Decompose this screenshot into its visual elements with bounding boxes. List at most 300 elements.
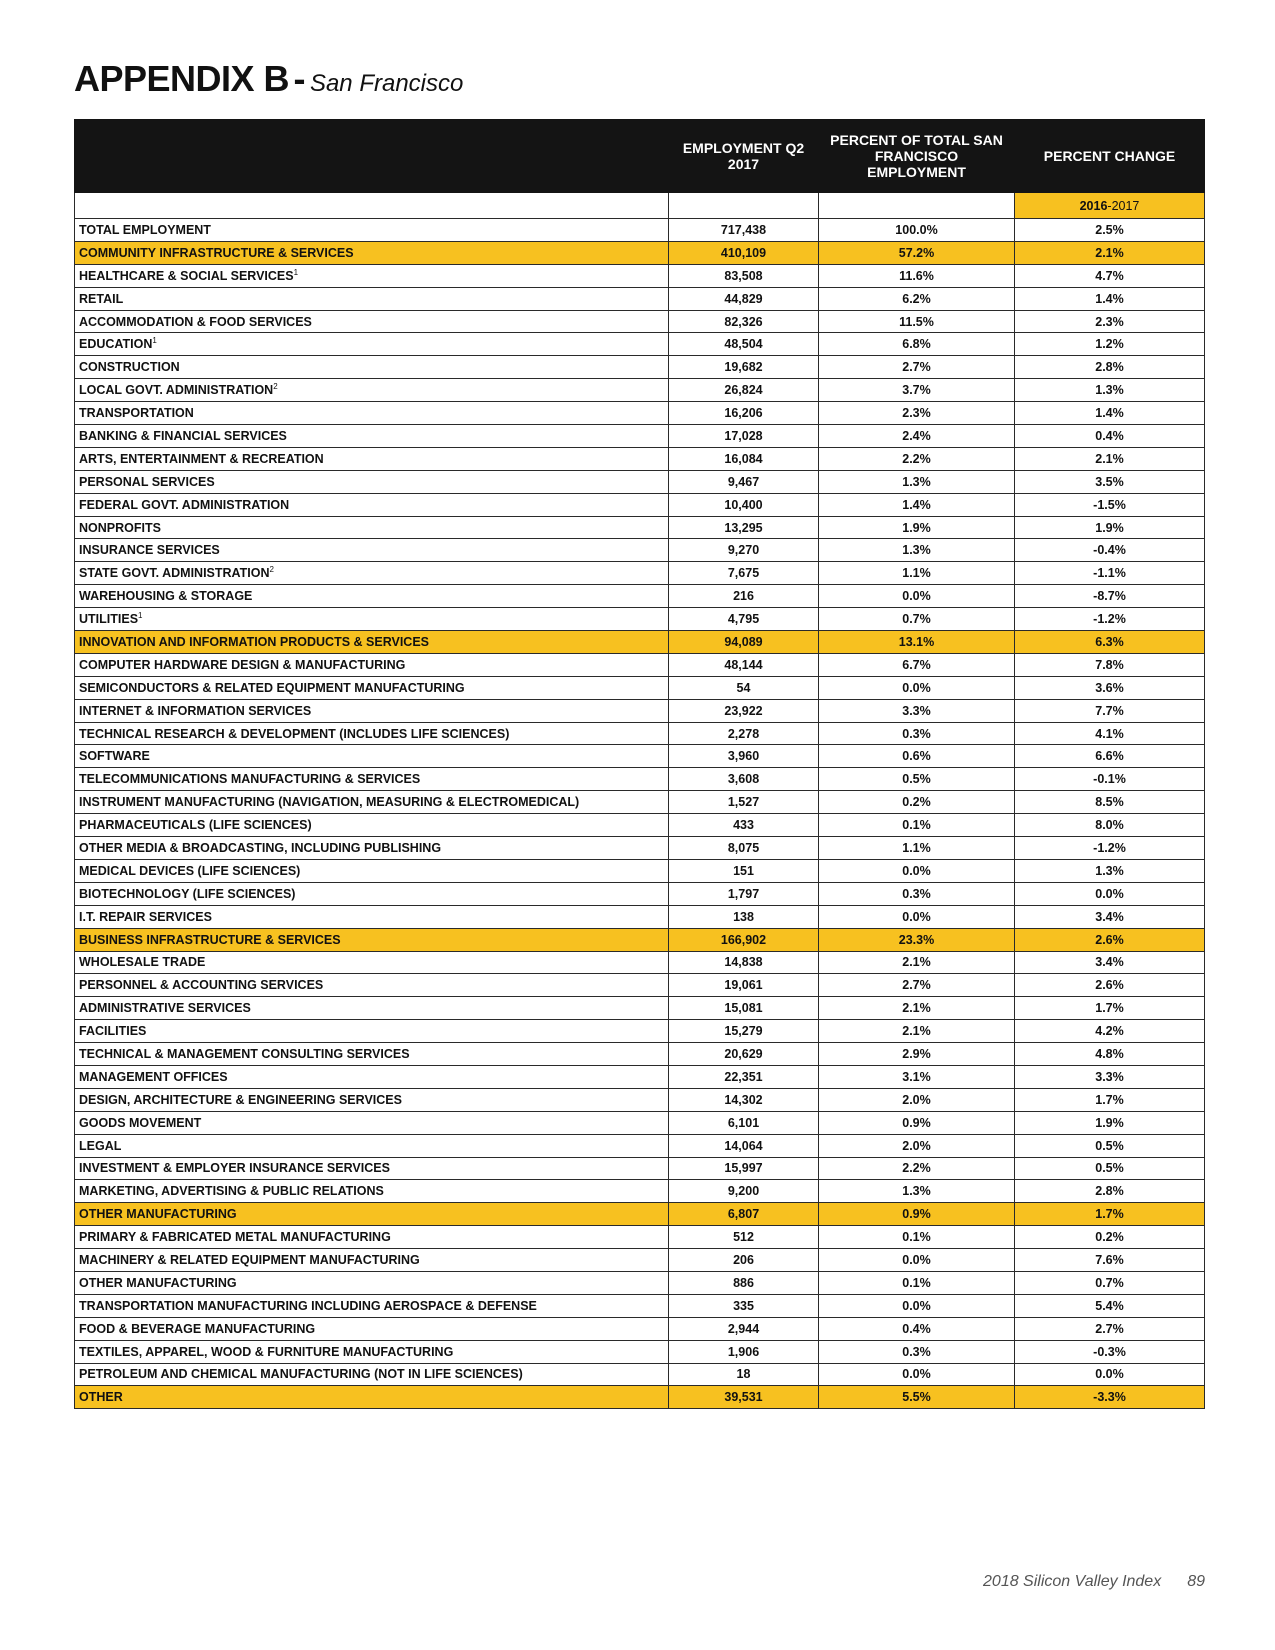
employment-value: 23,922 bbox=[669, 699, 819, 722]
table-row bbox=[75, 837, 1205, 860]
row-label: EDUCATION bbox=[79, 337, 153, 352]
employment-value: 433 bbox=[669, 814, 819, 837]
percent-change-value: 1.7% bbox=[1015, 1203, 1205, 1226]
percent-total-value: 6.8% bbox=[819, 333, 1015, 356]
percent-change-value: -0.1% bbox=[1015, 768, 1205, 791]
table-row bbox=[75, 516, 1205, 539]
percent-change-value: 4.8% bbox=[1015, 1043, 1205, 1066]
percent-total-value: 0.0% bbox=[819, 1363, 1015, 1386]
employment-value: 717,438 bbox=[669, 219, 819, 242]
header-industry bbox=[75, 120, 669, 193]
row-label-cell bbox=[75, 699, 669, 722]
percent-change-value: -0.4% bbox=[1015, 539, 1205, 562]
table-row bbox=[75, 1363, 1205, 1386]
percent-total-value: 5.5% bbox=[819, 1386, 1015, 1409]
percent-total-value: 1.3% bbox=[819, 470, 1015, 493]
table-row bbox=[75, 447, 1205, 470]
percent-change-value: 1.7% bbox=[1015, 1088, 1205, 1111]
row-label-cell bbox=[75, 974, 669, 997]
table-category-row bbox=[75, 241, 1205, 264]
year-start: 2016 bbox=[1079, 198, 1108, 213]
row-label: TECHNICAL RESEARCH & DEVELOPMENT (INCLUDES LIFE SCIENCES) bbox=[79, 726, 510, 741]
table-row bbox=[75, 1157, 1205, 1180]
employment-value: 2,278 bbox=[669, 722, 819, 745]
table-row bbox=[75, 1065, 1205, 1088]
table-category-row bbox=[75, 631, 1205, 654]
row-label: BUSINESS INFRASTRUCTURE & SERVICES bbox=[79, 932, 341, 947]
row-label: PERSONAL SERVICES bbox=[79, 474, 215, 489]
table-category-row bbox=[75, 928, 1205, 951]
row-label-cell bbox=[75, 1317, 669, 1340]
employment-value: 48,144 bbox=[669, 653, 819, 676]
percent-total-value: 11.6% bbox=[819, 264, 1015, 287]
row-label: DESIGN, ARCHITECTURE & ENGINEERING SERVICES bbox=[79, 1092, 402, 1107]
table-row bbox=[75, 676, 1205, 699]
header-employment: EMPLOYMENT Q2 2017 bbox=[669, 120, 819, 193]
row-label: INTERNET & INFORMATION SERVICES bbox=[79, 703, 312, 718]
employment-value: 17,028 bbox=[669, 425, 819, 448]
row-label-cell bbox=[75, 814, 669, 837]
row-label: OTHER MANUFACTURING bbox=[79, 1207, 237, 1222]
row-label: TRANSPORTATION bbox=[79, 406, 194, 421]
row-label: COMPUTER HARDWARE DESIGN & MANUFACTURING bbox=[79, 657, 406, 672]
employment-value: 166,902 bbox=[669, 928, 819, 951]
percent-total-value: 2.0% bbox=[819, 1134, 1015, 1157]
percent-change-value: 1.3% bbox=[1015, 859, 1205, 882]
percent-total-value: 1.1% bbox=[819, 562, 1015, 585]
table-row bbox=[75, 974, 1205, 997]
table-row bbox=[75, 219, 1205, 242]
employment-value: 206 bbox=[669, 1249, 819, 1272]
row-label: PETROLEUM AND CHEMICAL MANUFACTURING (NOT IN LIFE SCIENCES) bbox=[79, 1367, 523, 1382]
percent-total-value: 0.4% bbox=[819, 1317, 1015, 1340]
table-row bbox=[75, 1226, 1205, 1249]
table-row bbox=[75, 264, 1205, 287]
table-row bbox=[75, 1180, 1205, 1203]
percent-change-value: 3.4% bbox=[1015, 905, 1205, 928]
table-row bbox=[75, 699, 1205, 722]
percent-total-value: 0.5% bbox=[819, 768, 1015, 791]
employment-value: 512 bbox=[669, 1226, 819, 1249]
row-label-cell bbox=[75, 1271, 669, 1294]
table-row bbox=[75, 859, 1205, 882]
row-label: LOCAL GOVT. ADMINISTRATION bbox=[79, 383, 274, 398]
percent-change-value: 2.7% bbox=[1015, 1317, 1205, 1340]
row-label-cell bbox=[75, 608, 669, 631]
row-label-cell bbox=[75, 1226, 669, 1249]
employment-value: 216 bbox=[669, 585, 819, 608]
table-row bbox=[75, 768, 1205, 791]
percent-change-value: -1.1% bbox=[1015, 562, 1205, 585]
table-row bbox=[75, 470, 1205, 493]
row-label: TOTAL EMPLOYMENT bbox=[79, 222, 211, 237]
percent-total-value: 1.3% bbox=[819, 539, 1015, 562]
table-row bbox=[75, 1249, 1205, 1272]
table-row bbox=[75, 997, 1205, 1020]
employment-value: 410,109 bbox=[669, 241, 819, 264]
row-label-cell bbox=[75, 562, 669, 585]
footnote-marker: 2 bbox=[273, 382, 278, 392]
percent-change-value: -8.7% bbox=[1015, 585, 1205, 608]
percent-total-value: 3.7% bbox=[819, 379, 1015, 402]
employment-value: 3,608 bbox=[669, 768, 819, 791]
percent-total-value: 2.2% bbox=[819, 1157, 1015, 1180]
employment-value: 1,906 bbox=[669, 1340, 819, 1363]
percent-total-value: 0.0% bbox=[819, 859, 1015, 882]
table-row bbox=[75, 882, 1205, 905]
percent-change-value: 1.3% bbox=[1015, 379, 1205, 402]
employment-value: 16,084 bbox=[669, 447, 819, 470]
row-label: INSTRUMENT MANUFACTURING (NAVIGATION, MEASURING & ELECTROMEDICAL) bbox=[79, 795, 580, 810]
row-label: WHOLESALE TRADE bbox=[79, 955, 206, 970]
employment-value: 15,279 bbox=[669, 1020, 819, 1043]
percent-total-value: 0.7% bbox=[819, 608, 1015, 631]
employment-value: 44,829 bbox=[669, 287, 819, 310]
employment-value: 3,960 bbox=[669, 745, 819, 768]
percent-change-value: -1.2% bbox=[1015, 608, 1205, 631]
table-row bbox=[75, 653, 1205, 676]
percent-total-value: 6.2% bbox=[819, 287, 1015, 310]
employment-value: 6,101 bbox=[669, 1111, 819, 1134]
row-label-cell bbox=[75, 631, 669, 654]
row-label: ADMINISTRATIVE SERVICES bbox=[79, 1001, 251, 1016]
employment-value: 14,838 bbox=[669, 951, 819, 974]
row-label: TELECOMMUNICATIONS MANUFACTURING & SERVICES bbox=[79, 772, 421, 787]
percent-change-value: 5.4% bbox=[1015, 1294, 1205, 1317]
row-label-cell bbox=[75, 768, 669, 791]
table-row bbox=[75, 1317, 1205, 1340]
row-label: CONSTRUCTION bbox=[79, 360, 180, 375]
employment-value: 54 bbox=[669, 676, 819, 699]
percent-change-value: 0.5% bbox=[1015, 1134, 1205, 1157]
percent-change-value: 2.1% bbox=[1015, 447, 1205, 470]
row-label-cell bbox=[75, 997, 669, 1020]
row-label: I.T. REPAIR SERVICES bbox=[79, 909, 212, 924]
row-label-cell bbox=[75, 516, 669, 539]
row-label-cell bbox=[75, 882, 669, 905]
row-label-cell bbox=[75, 356, 669, 379]
page-number: 89 bbox=[1187, 1573, 1205, 1590]
row-label-cell bbox=[75, 722, 669, 745]
percent-change-value: 1.2% bbox=[1015, 333, 1205, 356]
row-label-cell bbox=[75, 402, 669, 425]
percent-total-value: 1.9% bbox=[819, 516, 1015, 539]
employment-value: 19,682 bbox=[669, 356, 819, 379]
percent-total-value: 0.9% bbox=[819, 1203, 1015, 1226]
table-row bbox=[75, 722, 1205, 745]
percent-change-value: 6.3% bbox=[1015, 631, 1205, 654]
percent-total-value: 3.3% bbox=[819, 699, 1015, 722]
table-row bbox=[75, 356, 1205, 379]
employment-value: 6,807 bbox=[669, 1203, 819, 1226]
year-row-empty-3 bbox=[819, 193, 1015, 219]
row-label: INNOVATION AND INFORMATION PRODUCTS & SERVICES bbox=[79, 634, 430, 649]
table-row bbox=[75, 310, 1205, 333]
percent-total-value: 2.1% bbox=[819, 951, 1015, 974]
row-label-cell bbox=[75, 493, 669, 516]
row-label-cell bbox=[75, 1294, 669, 1317]
employment-value: 82,326 bbox=[669, 310, 819, 333]
row-label: WAREHOUSING & STORAGE bbox=[79, 589, 253, 604]
row-label: LEGAL bbox=[79, 1138, 122, 1153]
table-header-row bbox=[75, 120, 1205, 193]
percent-total-value: 1.3% bbox=[819, 1180, 1015, 1203]
row-label-cell bbox=[75, 1340, 669, 1363]
employment-value: 138 bbox=[669, 905, 819, 928]
row-label-cell bbox=[75, 241, 669, 264]
percent-total-value: 2.0% bbox=[819, 1088, 1015, 1111]
employment-value: 886 bbox=[669, 1271, 819, 1294]
row-label-cell bbox=[75, 264, 669, 287]
row-label-cell bbox=[75, 1020, 669, 1043]
row-label: TECHNICAL & MANAGEMENT CONSULTING SERVICES bbox=[79, 1047, 410, 1061]
table-row bbox=[75, 905, 1205, 928]
percent-total-value: 2.1% bbox=[819, 997, 1015, 1020]
row-label: FACILITIES bbox=[79, 1024, 147, 1039]
percent-total-value: 0.9% bbox=[819, 1111, 1015, 1134]
percent-total-value: 0.0% bbox=[819, 1249, 1015, 1272]
percent-change-value: 2.8% bbox=[1015, 356, 1205, 379]
row-label-cell bbox=[75, 1203, 669, 1226]
percent-change-value: 7.8% bbox=[1015, 653, 1205, 676]
percent-total-value: 0.1% bbox=[819, 1226, 1015, 1249]
row-label-cell bbox=[75, 928, 669, 951]
table-row bbox=[75, 1294, 1205, 1317]
row-label-cell bbox=[75, 837, 669, 860]
table-row bbox=[75, 608, 1205, 631]
header-percent-change: PERCENT CHANGE bbox=[1015, 120, 1205, 193]
percent-change-value: 7.6% bbox=[1015, 1249, 1205, 1272]
row-label: UTILITIES bbox=[79, 612, 139, 627]
table-row bbox=[75, 1340, 1205, 1363]
percent-change-value: 0.5% bbox=[1015, 1157, 1205, 1180]
percent-total-value: 0.0% bbox=[819, 1294, 1015, 1317]
row-label-cell bbox=[75, 539, 669, 562]
row-label: FEDERAL GOVT. ADMINISTRATION bbox=[79, 497, 290, 512]
footnote-marker: 2 bbox=[269, 565, 274, 575]
percent-change-value: 1.7% bbox=[1015, 997, 1205, 1020]
row-label: INSURANCE SERVICES bbox=[79, 543, 220, 558]
percent-change-value: 4.7% bbox=[1015, 264, 1205, 287]
employment-value: 22,351 bbox=[669, 1065, 819, 1088]
table-category-row bbox=[75, 1386, 1205, 1409]
row-label-cell bbox=[75, 1249, 669, 1272]
table-row bbox=[75, 562, 1205, 585]
table-row bbox=[75, 745, 1205, 768]
percent-total-value: 100.0% bbox=[819, 219, 1015, 242]
row-label: TEXTILES, APPAREL, WOOD & FURNITURE MANUFACTURING bbox=[79, 1344, 454, 1359]
row-label-cell bbox=[75, 653, 669, 676]
employment-value: 335 bbox=[669, 1294, 819, 1317]
percent-change-value: 1.4% bbox=[1015, 402, 1205, 425]
employment-value: 2,944 bbox=[669, 1317, 819, 1340]
percent-total-value: 0.1% bbox=[819, 1271, 1015, 1294]
employment-value: 39,531 bbox=[669, 1386, 819, 1409]
row-label-cell bbox=[75, 1157, 669, 1180]
percent-change-value: -1.5% bbox=[1015, 493, 1205, 516]
employment-value: 14,064 bbox=[669, 1134, 819, 1157]
employment-value: 1,527 bbox=[669, 791, 819, 814]
table-row bbox=[75, 585, 1205, 608]
row-label: TRANSPORTATION MANUFACTURING INCLUDING AEROSPACE & DEFENSE bbox=[79, 1298, 537, 1313]
table-row bbox=[75, 333, 1205, 356]
row-label-cell bbox=[75, 951, 669, 974]
percent-change-value: 0.4% bbox=[1015, 425, 1205, 448]
percent-total-value: 6.7% bbox=[819, 653, 1015, 676]
employment-value: 1,797 bbox=[669, 882, 819, 905]
percent-total-value: 13.1% bbox=[819, 631, 1015, 654]
percent-change-value: 2.6% bbox=[1015, 974, 1205, 997]
footnote-marker: 1 bbox=[293, 267, 299, 277]
row-label: ARTS, ENTERTAINMENT & RECREATION bbox=[79, 451, 324, 466]
row-label: INVESTMENT & EMPLOYER INSURANCE SERVICES bbox=[79, 1161, 390, 1176]
percent-total-value: 0.3% bbox=[819, 882, 1015, 905]
percent-change-value: 1.9% bbox=[1015, 1111, 1205, 1134]
table-row bbox=[75, 1088, 1205, 1111]
row-label-cell bbox=[75, 310, 669, 333]
percent-total-value: 2.2% bbox=[819, 447, 1015, 470]
table-row bbox=[75, 287, 1205, 310]
year-row-empty-2 bbox=[669, 193, 819, 219]
row-label-cell bbox=[75, 1134, 669, 1157]
percent-total-value: 0.0% bbox=[819, 585, 1015, 608]
percent-change-value: 2.1% bbox=[1015, 241, 1205, 264]
row-label: BANKING & FINANCIAL SERVICES bbox=[79, 428, 287, 443]
row-label: SOFTWARE bbox=[79, 749, 150, 764]
row-label-cell bbox=[75, 1043, 669, 1066]
percent-change-value: 6.6% bbox=[1015, 745, 1205, 768]
footer-publication: 2018 Silicon Valley Index bbox=[983, 1573, 1162, 1590]
row-label: MARKETING, ADVERTISING & PUBLIC RELATIONS bbox=[79, 1184, 384, 1199]
percent-change-value: 0.2% bbox=[1015, 1226, 1205, 1249]
employment-value: 15,997 bbox=[669, 1157, 819, 1180]
employment-value: 10,400 bbox=[669, 493, 819, 516]
percent-total-value: 11.5% bbox=[819, 310, 1015, 333]
row-label: COMMUNITY INFRASTRUCTURE & SERVICES bbox=[79, 245, 354, 260]
employment-value: 9,200 bbox=[669, 1180, 819, 1203]
percent-total-value: 2.9% bbox=[819, 1043, 1015, 1066]
title-main: APPENDIX B bbox=[74, 58, 290, 99]
percent-change-value: 4.1% bbox=[1015, 722, 1205, 745]
row-label: HEALTHCARE & SOCIAL SERVICES bbox=[79, 268, 294, 283]
row-label: FOOD & BEVERAGE MANUFACTURING bbox=[79, 1321, 316, 1336]
row-label-cell bbox=[75, 1363, 669, 1386]
percent-total-value: 1.4% bbox=[819, 493, 1015, 516]
percent-total-value: 1.1% bbox=[819, 837, 1015, 860]
row-label-cell bbox=[75, 447, 669, 470]
row-label-cell bbox=[75, 379, 669, 402]
percent-total-value: 57.2% bbox=[819, 241, 1015, 264]
percent-change-value: 0.7% bbox=[1015, 1271, 1205, 1294]
table-row bbox=[75, 1271, 1205, 1294]
percent-total-value: 2.7% bbox=[819, 356, 1015, 379]
employment-value: 9,467 bbox=[669, 470, 819, 493]
percent-change-value: 1.4% bbox=[1015, 287, 1205, 310]
employment-value: 26,824 bbox=[669, 379, 819, 402]
percent-total-value: 0.3% bbox=[819, 722, 1015, 745]
row-label-cell bbox=[75, 676, 669, 699]
table-row bbox=[75, 1111, 1205, 1134]
employment-value: 48,504 bbox=[669, 333, 819, 356]
row-label-cell bbox=[75, 905, 669, 928]
percent-total-value: 2.3% bbox=[819, 402, 1015, 425]
employment-value: 19,061 bbox=[669, 974, 819, 997]
row-label: RETAIL bbox=[79, 291, 124, 306]
row-label-cell bbox=[75, 333, 669, 356]
row-label-cell bbox=[75, 791, 669, 814]
year-end: -2017 bbox=[1107, 198, 1140, 213]
percent-total-value: 0.1% bbox=[819, 814, 1015, 837]
row-label-cell bbox=[75, 1386, 669, 1409]
row-label: OTHER MANUFACTURING bbox=[79, 1275, 237, 1290]
row-label-cell bbox=[75, 745, 669, 768]
title-separator: - bbox=[293, 58, 306, 99]
employment-value: 4,795 bbox=[669, 608, 819, 631]
footnote-marker: 1 bbox=[138, 611, 143, 621]
row-label: MEDICAL DEVICES (LIFE SCIENCES) bbox=[79, 863, 301, 878]
row-label-cell bbox=[75, 219, 669, 242]
percent-change-value: 3.4% bbox=[1015, 951, 1205, 974]
percent-total-value: 0.0% bbox=[819, 905, 1015, 928]
table-row bbox=[75, 814, 1205, 837]
employment-value: 83,508 bbox=[669, 264, 819, 287]
percent-change-value: 0.0% bbox=[1015, 882, 1205, 905]
row-label-cell bbox=[75, 859, 669, 882]
percent-change-value: 4.2% bbox=[1015, 1020, 1205, 1043]
percent-change-value: 8.5% bbox=[1015, 791, 1205, 814]
employment-value: 20,629 bbox=[669, 1043, 819, 1066]
percent-total-value: 0.3% bbox=[819, 1340, 1015, 1363]
percent-change-value: -3.3% bbox=[1015, 1386, 1205, 1409]
employment-value: 16,206 bbox=[669, 402, 819, 425]
year-row-empty-1 bbox=[75, 193, 669, 219]
employment-value: 18 bbox=[669, 1363, 819, 1386]
percent-change-value: -0.3% bbox=[1015, 1340, 1205, 1363]
row-label-cell bbox=[75, 1111, 669, 1134]
page-footer bbox=[983, 1573, 1205, 1591]
row-label-cell bbox=[75, 585, 669, 608]
title-subtitle: San Francisco bbox=[309, 70, 464, 97]
employment-value: 13,295 bbox=[669, 516, 819, 539]
table-row bbox=[75, 425, 1205, 448]
percent-change-value: 2.3% bbox=[1015, 310, 1205, 333]
percent-total-value: 0.0% bbox=[819, 676, 1015, 699]
row-label: NONPROFITS bbox=[79, 520, 161, 535]
percent-change-value: 0.0% bbox=[1015, 1363, 1205, 1386]
row-label-cell bbox=[75, 1180, 669, 1203]
percent-change-value: 2.6% bbox=[1015, 928, 1205, 951]
percent-change-value: 1.9% bbox=[1015, 516, 1205, 539]
header-percent-total: PERCENT OF TOTAL SAN FRANCISCO EMPLOYMENT bbox=[819, 120, 1015, 193]
percent-change-value: 3.3% bbox=[1015, 1065, 1205, 1088]
employment-value: 14,302 bbox=[669, 1088, 819, 1111]
row-label: ACCOMMODATION & FOOD SERVICES bbox=[79, 314, 312, 329]
footnote-marker: 1 bbox=[152, 336, 157, 346]
row-label-cell bbox=[75, 287, 669, 310]
row-label-cell bbox=[75, 470, 669, 493]
table-row bbox=[75, 493, 1205, 516]
year-range-row bbox=[75, 193, 1205, 219]
row-label: PRIMARY & FABRICATED METAL MANUFACTURING bbox=[79, 1230, 391, 1245]
employment-table bbox=[74, 119, 1205, 1409]
table-row bbox=[75, 1043, 1205, 1066]
row-label: PERSONNEL & ACCOUNTING SERVICES bbox=[79, 978, 324, 993]
table-row bbox=[75, 791, 1205, 814]
row-label-cell bbox=[75, 1088, 669, 1111]
row-label: SEMICONDUCTORS & RELATED EQUIPMENT MANUFACTURING bbox=[79, 680, 465, 695]
table-row bbox=[75, 379, 1205, 402]
percent-total-value: 23.3% bbox=[819, 928, 1015, 951]
